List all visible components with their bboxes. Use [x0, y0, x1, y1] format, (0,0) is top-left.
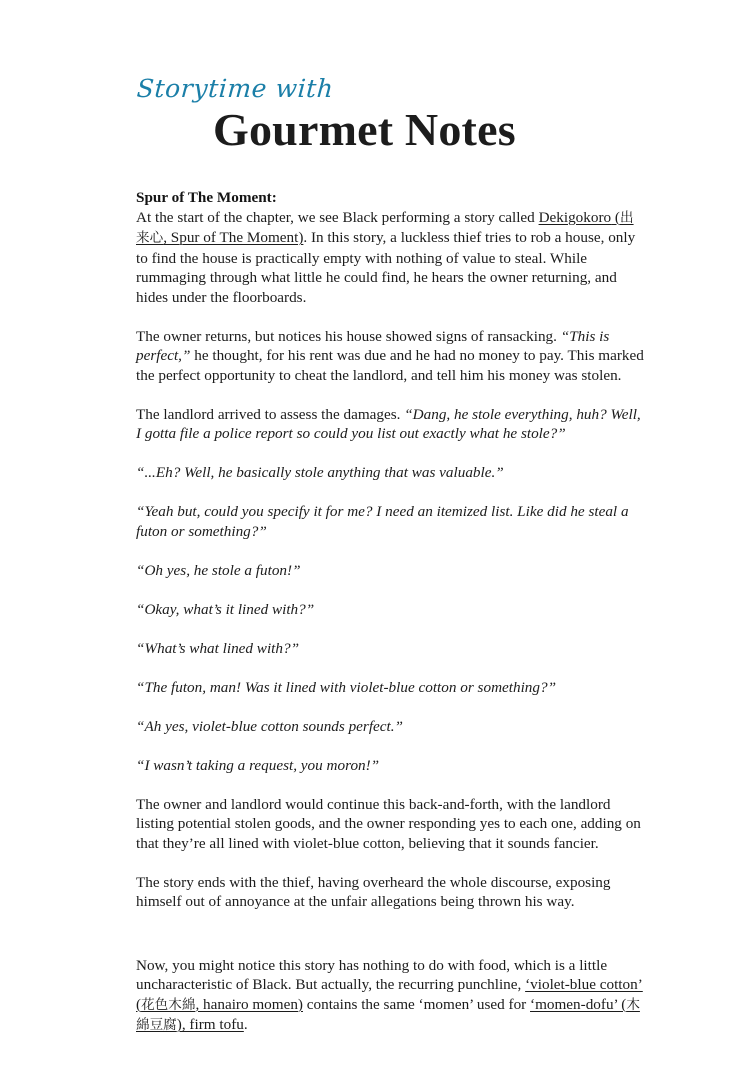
- dialogue-line: “What’s what lined with?”: [136, 639, 300, 657]
- closing-text-c: .: [243, 1016, 248, 1033]
- link-hanairo-momen-japanese: 花色木綿: [141, 996, 196, 1013]
- link-dekigokoro-gloss: , Spur of The Moment): [163, 229, 304, 246]
- link-momen-dofu-pre: ‘momen-dofu’ (: [530, 995, 627, 1013]
- dialogue-line: “Yeah but, could you specify it for me? I need an itemized list. Like did he steal a futon or something?”: [136, 503, 629, 540]
- dialogue-line: “...Eh? Well, he basically stole anything that was valuable.”: [136, 464, 504, 481]
- link-dekigokoro-japanese: 出来心: [136, 209, 634, 246]
- dialogue-line: “Ah yes, violet-blue cotton sounds perfect.”: [136, 717, 403, 735]
- link-dekigokoro[interactable]: Dekigokoro (出来心, Spur of The Moment): [136, 208, 634, 246]
- dialogue-line: “Oh yes, he stole a futon!”: [136, 561, 301, 579]
- link-hanairo-momen-post: , hanairo momen): [195, 995, 303, 1013]
- paragraph-ending: The story ends with the thief, having overheard the whole discourse, exposing himself out of annoyance at the unfair allegations being thrown his way.: [136, 873, 611, 910]
- paragraph-owner-returns: [136, 327, 646, 386]
- section-heading-spur-of-the-moment: Spur of The Moment:: [136, 189, 277, 206]
- paragraph-back-and-forth: The owner and landlord would continue this back-and-forth, with the landlord listing potential stolen goods, and the owner responding yes to each one, adding on that they’re all lined with violet-blue cotton, believing that it sounds fancier.: [136, 795, 641, 852]
- closing-text-b: contains the same ‘momen’ used for: [302, 995, 531, 1013]
- paragraph-intro: [136, 208, 646, 308]
- link-hanairo-momen-pre: ‘violet-blue cotton’ (: [136, 976, 643, 1013]
- closing-text-a: Now, you might notice this story has nothing to do with food, which is a little uncharacteristic of Black. But actually, the recurring punchline,: [136, 956, 608, 993]
- dialogue-line: “The futon, man! Was it lined with violet-blue cotton or something?”: [136, 678, 557, 696]
- page-title: Gourmet Notes: [213, 104, 516, 155]
- intro-text-before-link: At the start of the chapter, we see Black performing a story called: [136, 208, 539, 226]
- masthead: [136, 76, 646, 154]
- landlord-arrives-quote: “Dang, he stole everything, huh? Well, I gotta file a police report so could you list out exactly what he stole?”: [136, 405, 641, 442]
- link-momen-dofu-japanese: 木綿豆腐: [136, 996, 640, 1033]
- link-dekigokoro-romaji: Dekigokoro: [538, 208, 612, 226]
- dialogue-line: “Okay, what’s it lined with?”: [136, 600, 315, 618]
- landlord-arrives-text: The landlord arrived to assess the damages.: [136, 405, 405, 423]
- kicker-storytime-with: Storytime with: [135, 74, 335, 103]
- intro-text-after-link: . In this story, a luckless thief tries to rob a house, only to find the house is practically empty with nothing of value to steal. While rummaging through what little he could find, he hears the owner returning, and hides under the floorboards.: [136, 229, 636, 306]
- link-momen-dofu-post: ), firm tofu: [176, 1016, 244, 1033]
- article-body: [136, 188, 646, 1036]
- dialogue-line: “I wasn’t taking a request, you moron!”: [136, 756, 380, 774]
- owner-returns-text-b: he thought, for his rent was due and he had no money to pay. This marked the perfect opportunity to cheat the landlord, and tell him his money was stolen.: [136, 347, 644, 384]
- owner-returns-inner-quote: “This is perfect,”: [136, 327, 610, 364]
- paragraph-landlord-arrives: [136, 405, 646, 444]
- owner-returns-text-a: The owner returns, but notices his house showed signs of ransacking.: [136, 327, 561, 345]
- paragraph-closing-note: [136, 956, 646, 1036]
